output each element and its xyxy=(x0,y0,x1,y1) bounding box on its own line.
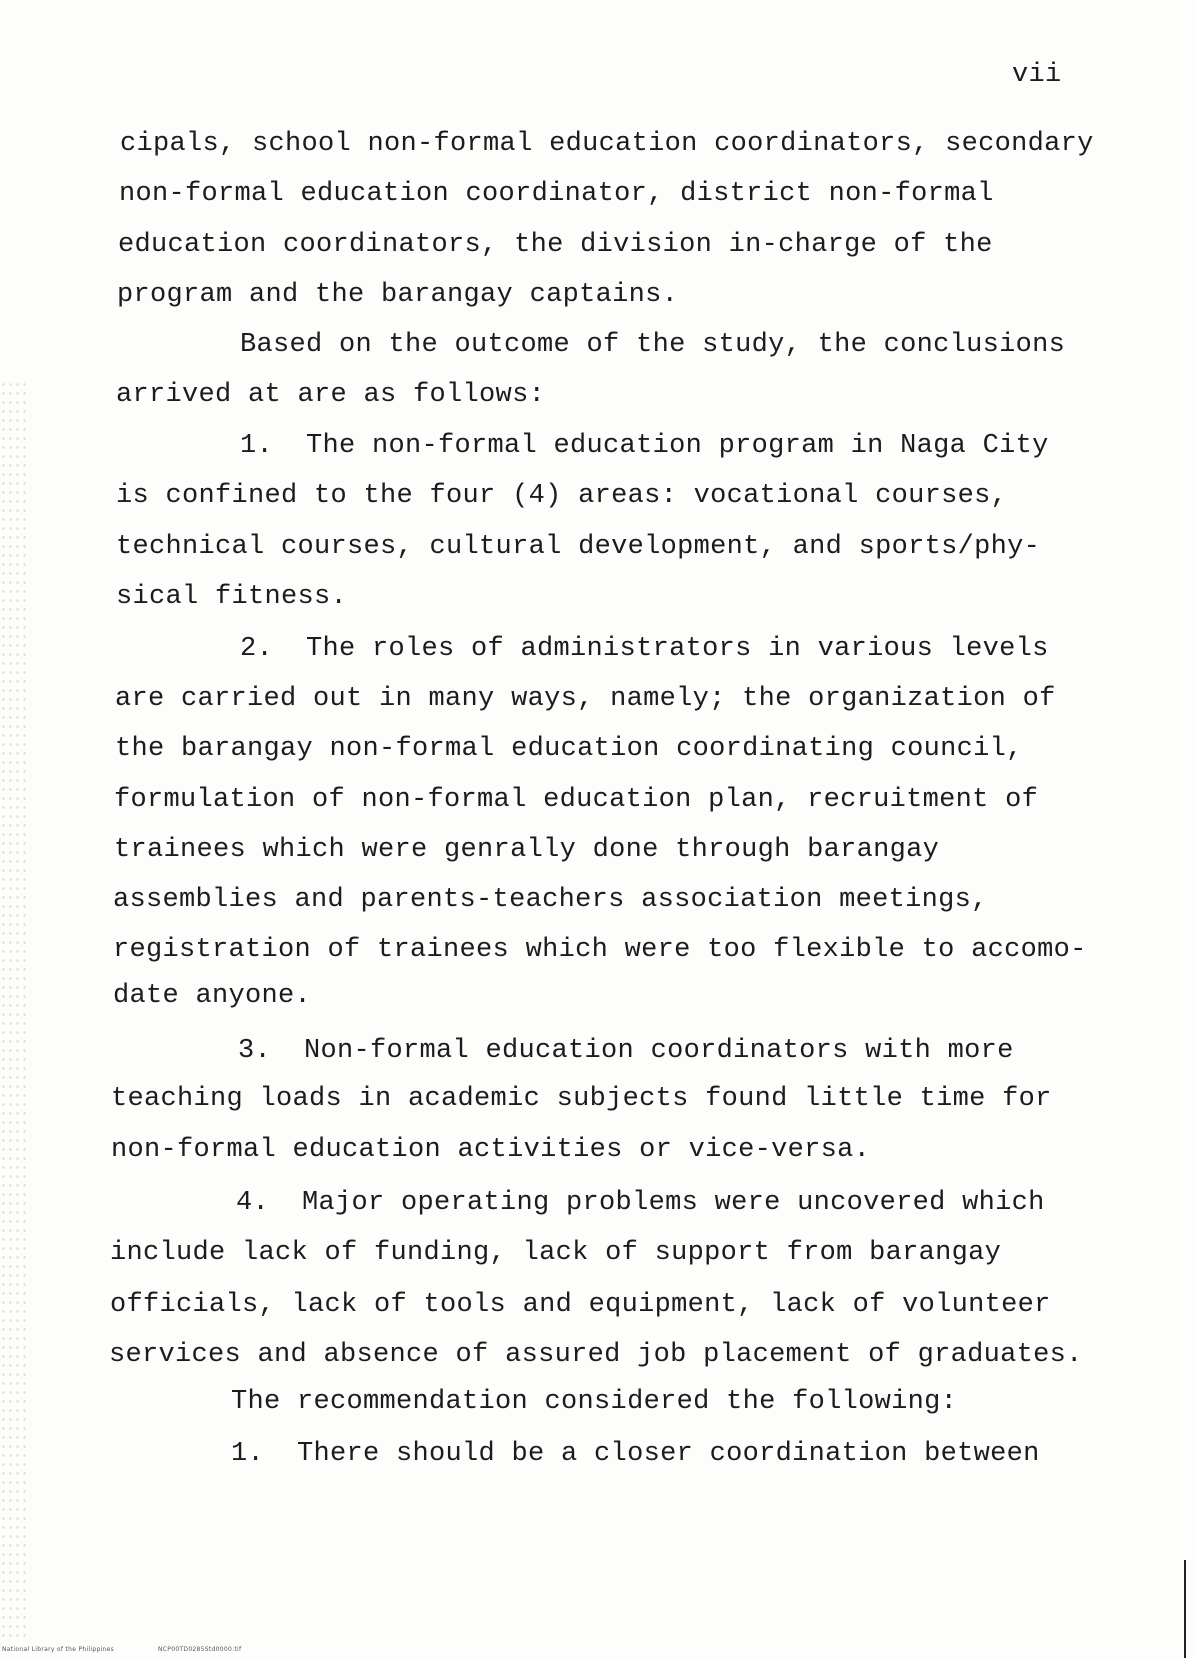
text-line: Based on the outcome of the study, the conclusions xyxy=(240,330,1066,360)
text-line: services and absence of assured job placement of graduates. xyxy=(109,1340,1083,1370)
text-line: cipals, school non-formal education coordinators, secondary xyxy=(120,129,1094,159)
text-line: date anyone. xyxy=(113,981,312,1011)
text-line: 1. There should be a closer coordination between xyxy=(231,1439,1040,1469)
footer-file: NCP00TD0285Std0000.tif xyxy=(158,1646,242,1653)
text-line: registration of trainees which were too flexible to accomo- xyxy=(113,935,1087,965)
scan-noise xyxy=(0,380,30,1640)
scan-edge-line xyxy=(1184,1560,1186,1658)
text-line: 1. The non-formal education program in Naga City xyxy=(240,431,1049,461)
text-line: assemblies and parents-teachers association meetings, xyxy=(113,885,988,915)
text-line: 4. Major operating problems were uncovered which xyxy=(236,1188,1045,1218)
text-line: 3. Non-formal education coordinators with more xyxy=(238,1036,1014,1066)
text-line: The recommendation considered the following: xyxy=(231,1387,958,1417)
text-line: the barangay non-formal education coordinating council, xyxy=(115,734,1023,764)
text-line: formulation of non-formal education plan, recruitment of xyxy=(114,785,1039,815)
text-line: non-formal education activities or vice-versa. xyxy=(111,1135,871,1165)
text-line: 2. The roles of administrators in various levels xyxy=(240,634,1049,664)
text-line: program and the barangay captains. xyxy=(117,280,679,310)
text-line: include lack of funding, lack of support from barangay xyxy=(110,1238,1002,1268)
text-line: officials, lack of tools and equipment, lack of volunteer xyxy=(110,1290,1051,1320)
text-line: is confined to the four (4) areas: vocational courses, xyxy=(116,481,1008,511)
footer-library: National Library of the Philippines xyxy=(2,1646,115,1653)
text-line: teaching loads in academic subjects found little time for xyxy=(111,1084,1052,1114)
page-number: vii xyxy=(1012,60,1062,90)
text-line: arrived at are as follows: xyxy=(116,380,546,410)
text-line: trainees which were genrally done through barangay xyxy=(114,835,940,865)
text-line: are carried out in many ways, namely; the organization of xyxy=(115,684,1056,714)
text-line: technical courses, cultural development, and sports/phy- xyxy=(116,532,1041,562)
text-line: sical fitness. xyxy=(116,582,348,612)
text-line: non-formal education coordinator, district non-formal xyxy=(119,179,994,209)
text-line: education coordinators, the division in-charge of the xyxy=(118,230,993,260)
